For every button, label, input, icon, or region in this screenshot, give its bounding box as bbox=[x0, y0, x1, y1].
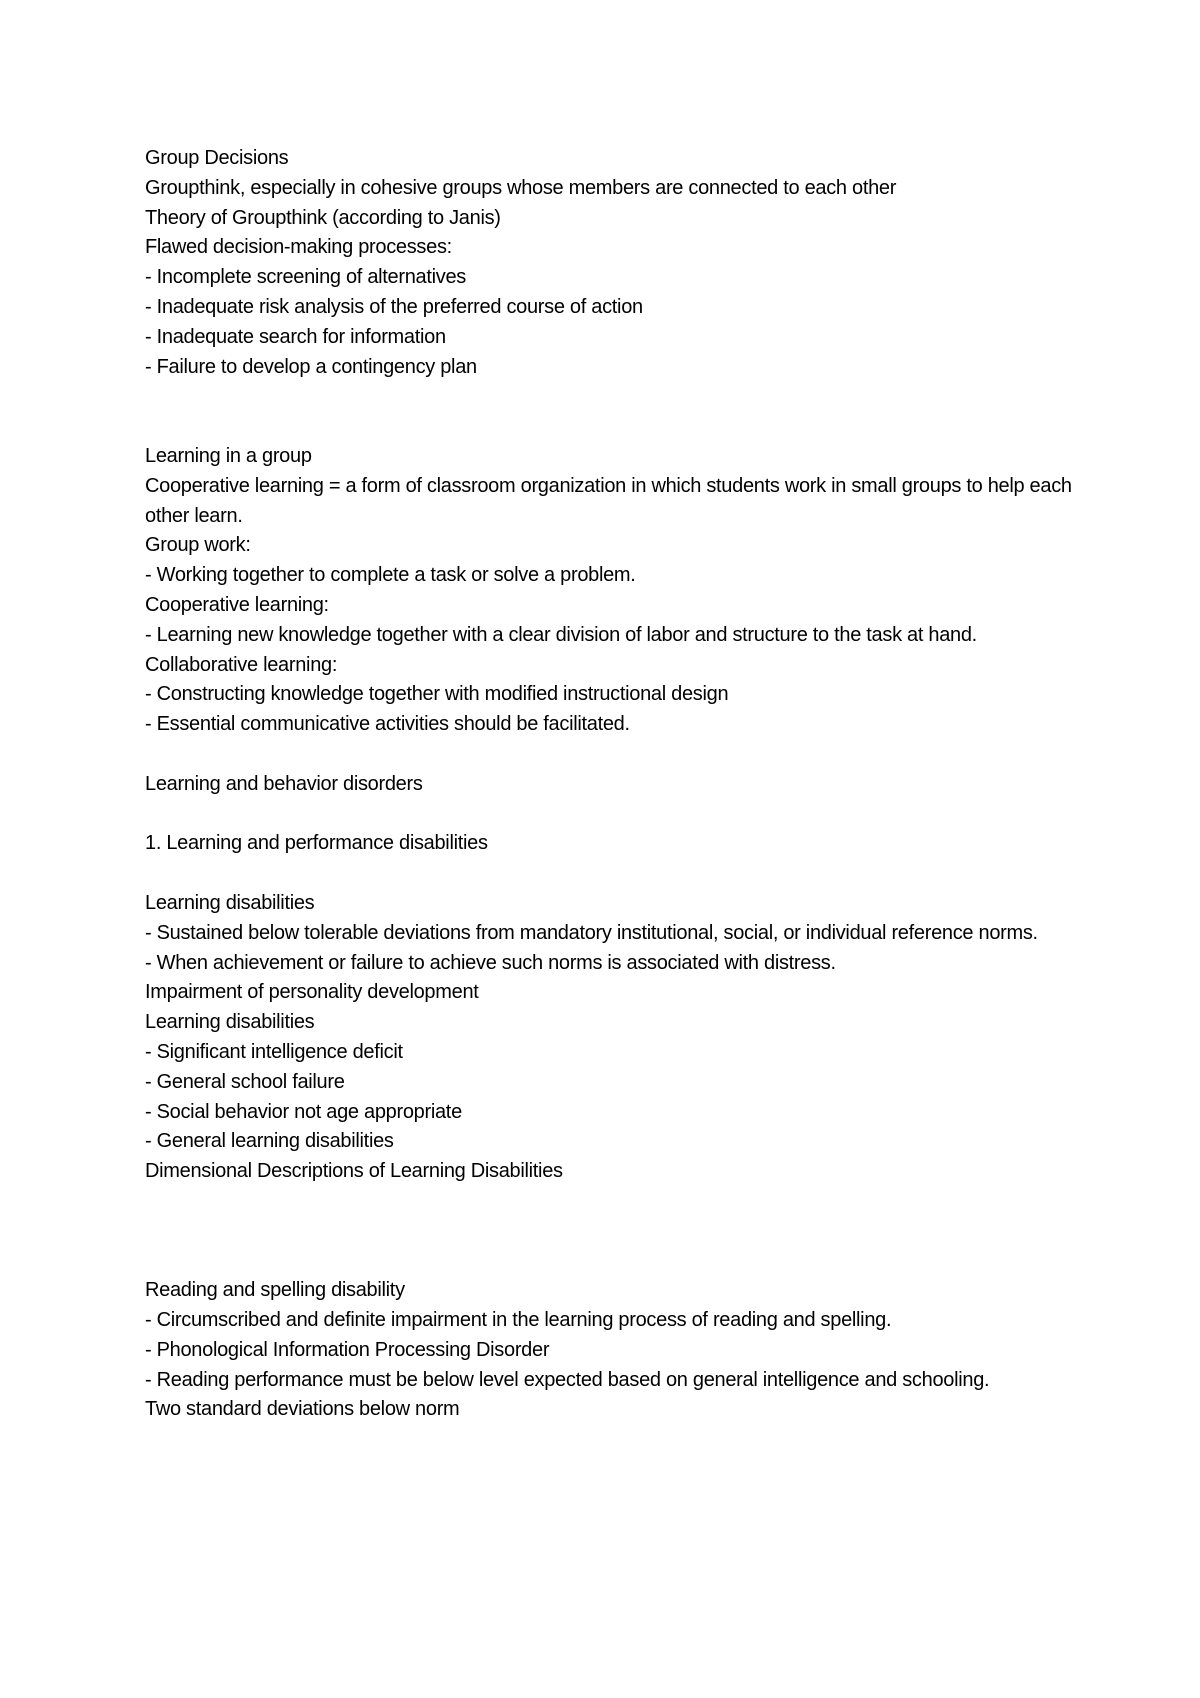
bullet-item: - Inadequate risk analysis of the preferred course of action bbox=[145, 295, 643, 318]
spacer bbox=[145, 859, 1075, 889]
text-line: Cooperative learning: bbox=[145, 593, 329, 616]
spacer bbox=[145, 800, 1075, 830]
bullet-item: - Reading performance must be below level expected based on general intelligence and schooling. bbox=[145, 1368, 990, 1391]
text-line: Impairment of personality development bbox=[145, 981, 479, 1004]
bullet-item: - General school failure bbox=[145, 1070, 345, 1093]
text-line: Learning disabilities bbox=[145, 1011, 315, 1034]
spacer bbox=[145, 382, 1075, 442]
bullet-item: - Working together to complete a task or solve a problem. bbox=[145, 564, 636, 587]
text-line: Group work: bbox=[145, 534, 251, 557]
text-line: Groupthink, especially in cohesive groups whose members are connected to each other bbox=[145, 176, 897, 199]
heading-learning-behavior-disorders: Learning and behavior disorders bbox=[145, 772, 423, 795]
heading-learning-in-a-group: Learning in a group bbox=[145, 444, 312, 467]
spacer bbox=[145, 1187, 1075, 1276]
bullet-item: - Essential communicative activities should be facilitated. bbox=[145, 713, 630, 736]
text-line: Two standard deviations below norm bbox=[145, 1398, 460, 1421]
heading-learning-disabilities: Learning disabilities bbox=[145, 891, 315, 914]
heading-reading-spelling-disability: Reading and spelling disability bbox=[145, 1279, 405, 1302]
bullet-item: - Circumscribed and definite impairment in the learning process of reading and spelling. bbox=[145, 1309, 892, 1332]
document-body bbox=[145, 144, 1075, 1425]
bullet-item: - Inadequate search for information bbox=[145, 325, 446, 348]
bullet-item: - Constructing knowledge together with modified instructional design bbox=[145, 683, 729, 706]
text-line: Cooperative learning = a form of classroom organization in which students work in small groups to help each other learn. bbox=[145, 474, 1072, 527]
heading-performance-disabilities: 1. Learning and performance disabilities bbox=[145, 832, 488, 855]
bullet-item: - Incomplete screening of alternatives bbox=[145, 266, 466, 289]
bullet-item: - Failure to develop a contingency plan bbox=[145, 355, 477, 378]
text-line: Dimensional Descriptions of Learning Disabilities bbox=[145, 1160, 563, 1183]
heading-group-decisions: Group Decisions bbox=[145, 147, 289, 169]
bullet-item: - Sustained below tolerable deviations from mandatory institutional, social, or individual reference norms. bbox=[145, 921, 1038, 944]
bullet-item: - Social behavior not age appropriate bbox=[145, 1100, 462, 1123]
bullet-item: - Phonological Information Processing Disorder bbox=[145, 1338, 550, 1361]
bullet-item: - When achievement or failure to achieve such norms is associated with distress. bbox=[145, 951, 836, 974]
text-line: Flawed decision-making processes: bbox=[145, 236, 452, 259]
spacer bbox=[145, 740, 1075, 770]
text-line: Collaborative learning: bbox=[145, 653, 338, 676]
bullet-item: - General learning disabilities bbox=[145, 1130, 394, 1153]
bullet-item: - Learning new knowledge together with a clear division of labor and structure to the task at hand. bbox=[145, 623, 977, 646]
text-line: Theory of Groupthink (according to Janis) bbox=[145, 206, 501, 229]
bullet-item: - Significant intelligence deficit bbox=[145, 1040, 403, 1063]
